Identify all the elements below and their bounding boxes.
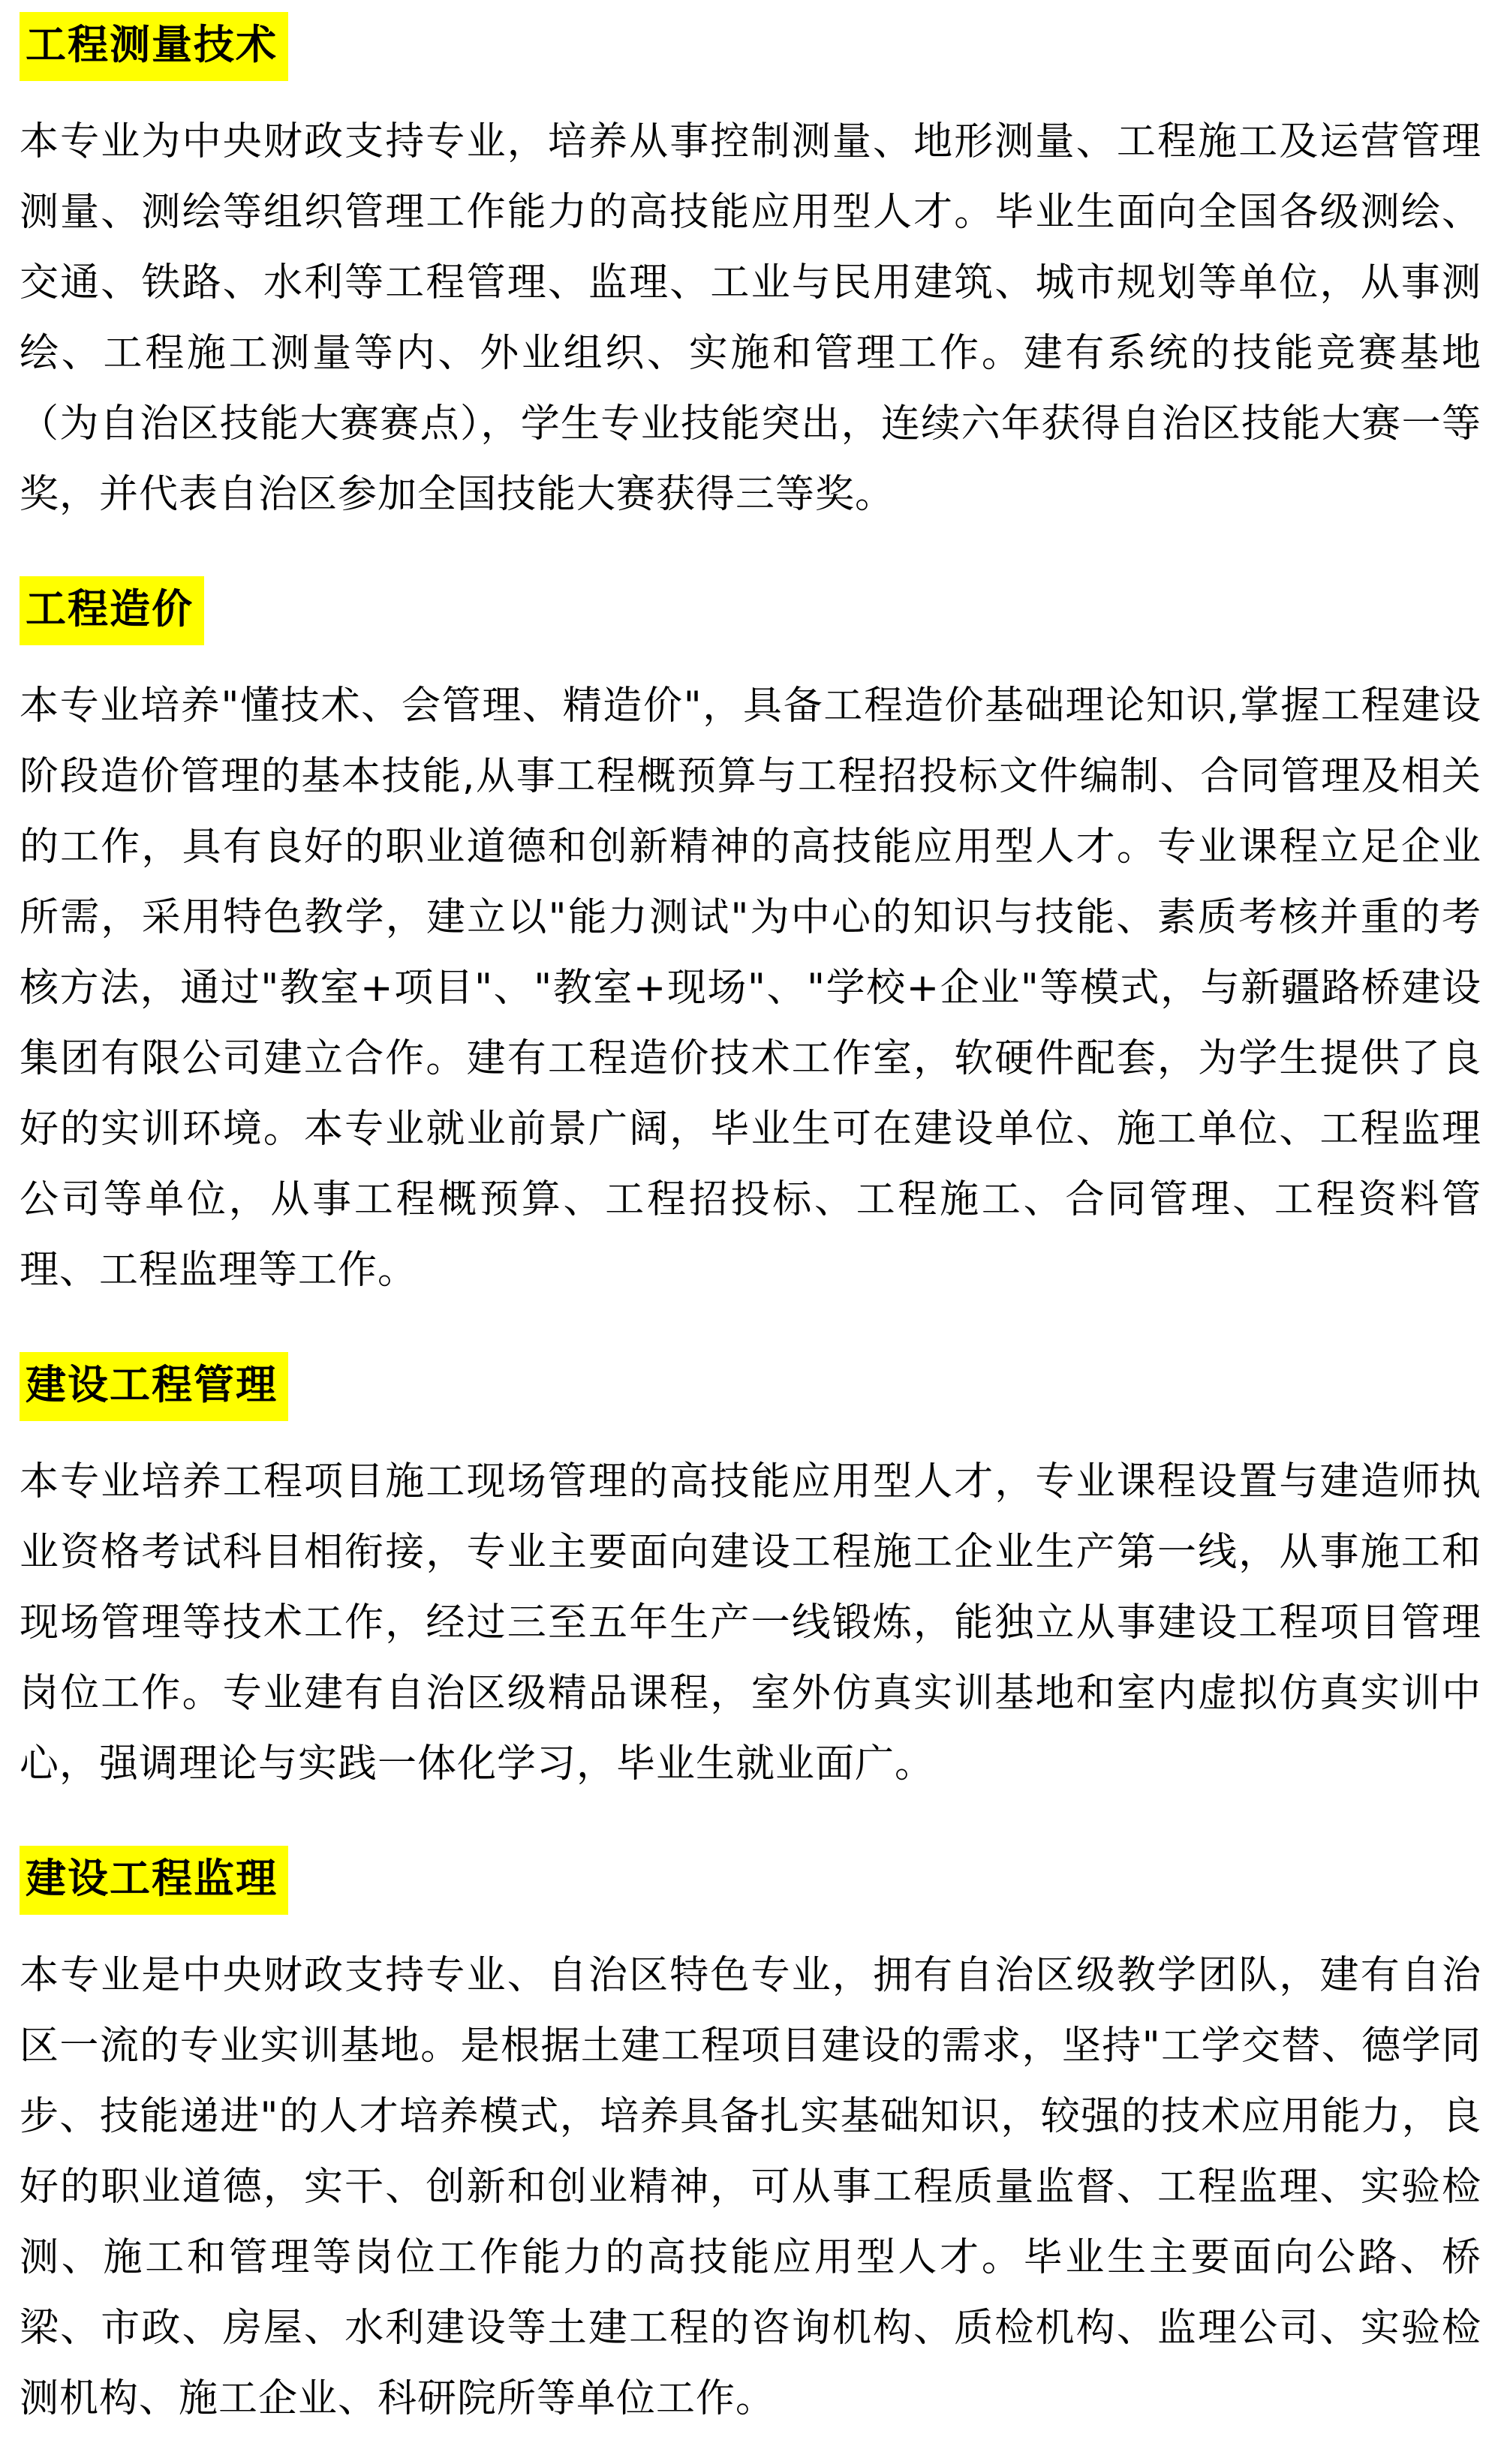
highlighted-heading-text: 工程造价: [20, 576, 204, 645]
section-heading: [20, 1352, 1481, 1421]
section-heading: [20, 576, 1481, 645]
section-construction-project-supervision: [20, 1846, 1481, 2434]
highlighted-heading-text: 建设工程监理: [20, 1846, 288, 1915]
section-paragraph: 本专业是中央财政支持专业、自治区特色专业，拥有自治区级教学团队，建有自治区一流的专业实训基地。是根据土建工程项目建设的需求，坚持"工学交替、德学同步、技能递进"的人才培养模式，培养具备扎实基础知识，较强的技术应用能力，良好的职业道德，实干、创新和创业精神，可从事工程质量监督、工程监理、实验检测、施工和管理等岗位工作能力的高技能应用型人才。毕业生主要面向公路、桥梁、市政、房屋、水利建设等土建工程的咨询机构、质检机构、监理公司、实验检测机构、施工企业、科研院所等单位工作。: [20, 1953, 1481, 2421]
section-paragraph: 本专业培养工程项目施工现场管理的高技能应用型人才，专业课程设置与建造师执业资格考试科目相衔接，专业主要面向建设工程施工企业生产第一线，从事施工和现场管理等技术工作，经过三至五年生产一线锻炼，能独立从事建设工程项目管理岗位工作。专业建有自治区级精品课程，室外仿真实训基地和室内虚拟仿真实训中心，强调理论与实践一体化学习，毕业生就业面广。: [20, 1459, 1481, 1786]
highlighted-heading-text: 工程测量技术: [20, 12, 288, 81]
section-heading: [20, 12, 1481, 81]
highlighted-heading-text: 建设工程管理: [20, 1352, 288, 1421]
section-heading: [20, 1846, 1481, 1915]
section-paragraph: 本专业为中央财政支持专业，培养从事控制测量、地形测量、工程施工及运营管理测量、测绘等组织管理工作能力的高技能应用型人才。毕业生面向全国各级测绘、交通、铁路、水利等工程管理、监理、工业与民用建筑、城市规划等单位，从事测绘、工程施工测量等内、外业组织、实施和管理工作。建有系统的技能竞赛基地（为自治区技能大赛赛点），学生专业技能突出，连续六年获得自治区技能大赛一等奖，并代表自治区参加全国技能大赛获得三等奖。: [20, 119, 1481, 517]
section-paragraph: 本专业培养"懂技术、会管理、精造价"，具备工程造价基础理论知识,掌握工程建设阶段造价管理的基本技能,从事工程概预算与工程招投标文件编制、合同管理及相关的工作，具有良好的职业道德和创新精神的高技能应用型人才。专业课程立足企业所需，采用特色教学，建立以"能力测试"为中心的知识与技能、素质考核并重的考核方法，通过"教室+项目"、"教室+现场"、"学校+企业"等模式，与新疆路桥建设集团有限公司建立合作。建有工程造价技术工作室，软硬件配套，为学生提供了良好的实训环境。本专业就业前景广阔，毕业生可在建设单位、施工单位、工程监理公司等单位，从事工程概预算、工程招投标、工程施工、合同管理、工程资料管理、工程监理等工作。: [20, 684, 1481, 1293]
section-construction-project-management: [20, 1352, 1481, 1799]
section-engineering-cost: [20, 576, 1481, 1306]
section-engineering-survey-technology: [20, 12, 1481, 530]
